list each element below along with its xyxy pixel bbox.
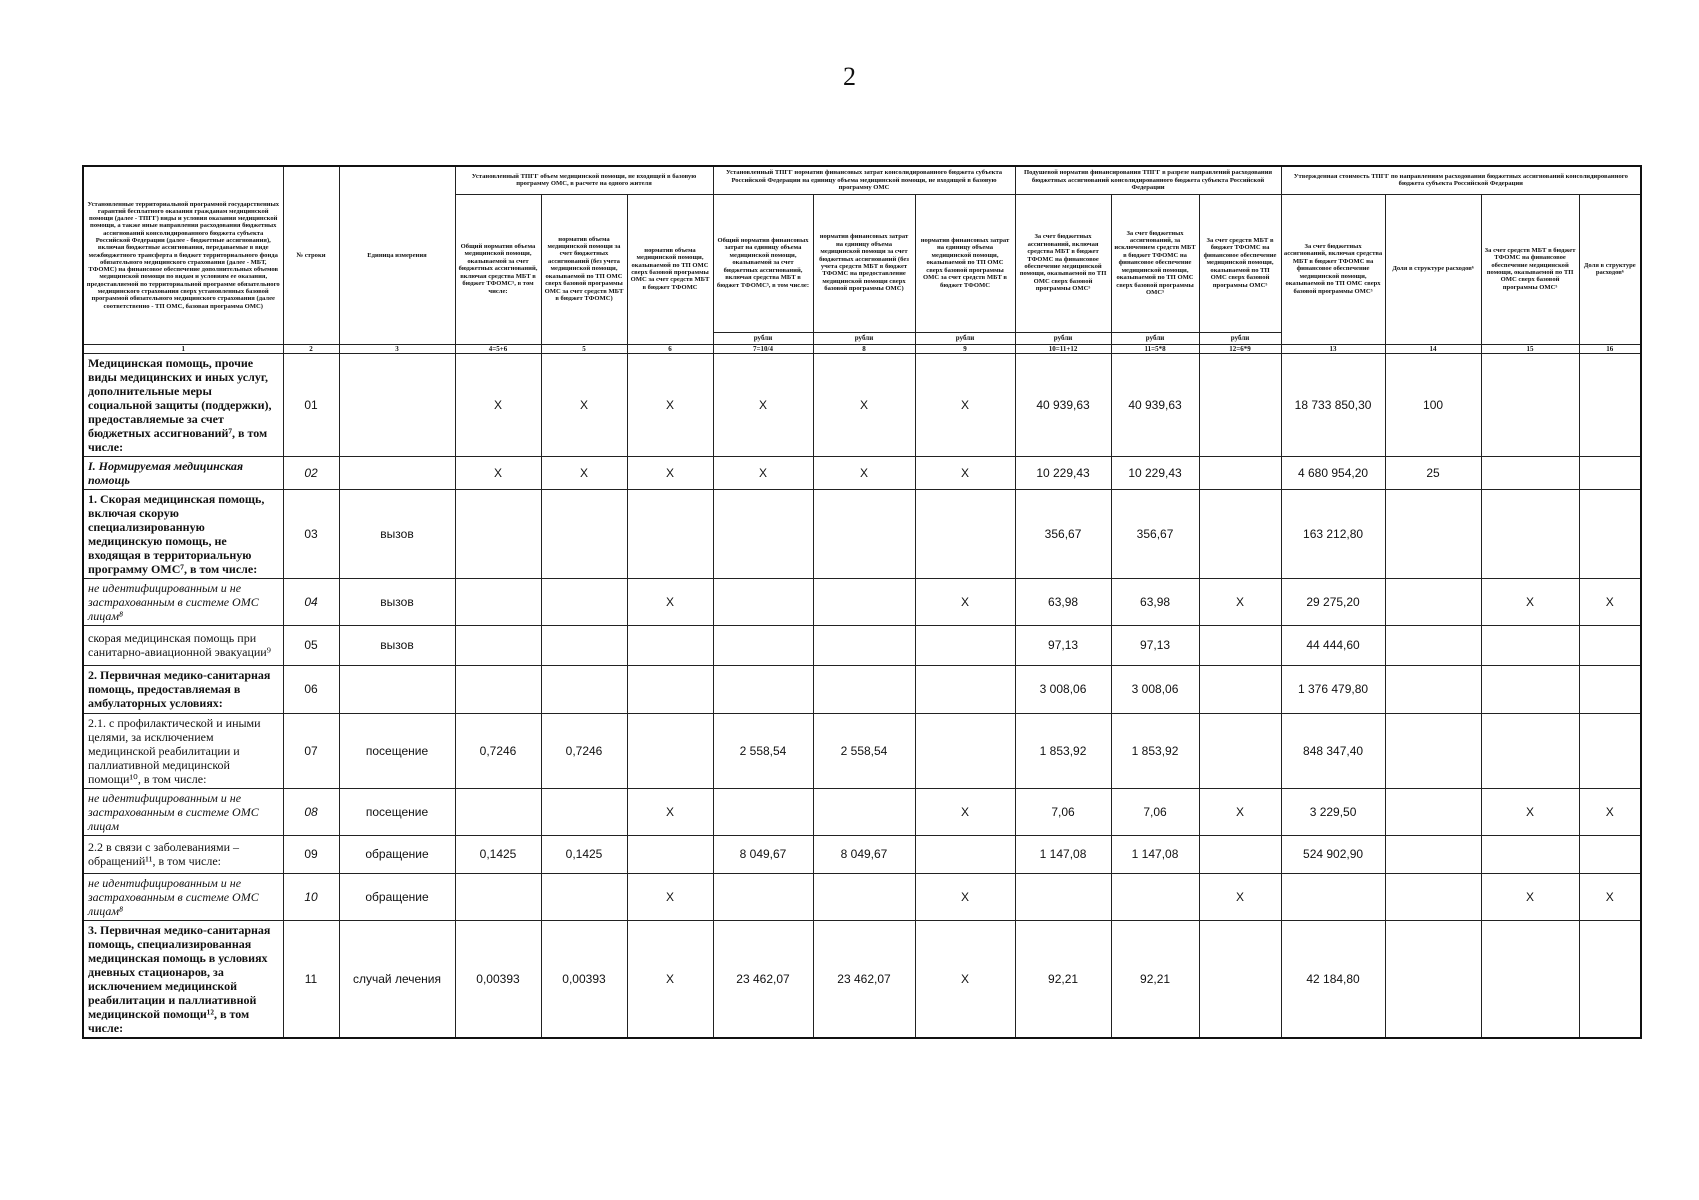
header-col-11: За счет бюджетных ассигнований, за исключением средств МБТ в бюджет ТФОМС на финансовое обеспечение медицинской помощи, оказываемой по ТП ОМС сверх базовой программы ОМС⁵ xyxy=(1111,194,1199,332)
cell-c15: X xyxy=(1481,788,1579,835)
row-number: 01 xyxy=(283,353,339,456)
cell-c7 xyxy=(713,578,813,625)
row-name: не идентифицированным и не застрахованным в системе ОМС лицам⁸ xyxy=(83,873,283,920)
cell-c6 xyxy=(627,835,713,873)
cell-c11 xyxy=(1111,873,1199,920)
cell-c12 xyxy=(1199,835,1281,873)
header-col-14: Доля в структуре расходов⁶ xyxy=(1385,194,1481,344)
column-number-6: 6 xyxy=(627,344,713,353)
cell-c15 xyxy=(1481,713,1579,788)
column-number-4: 4=5+6 xyxy=(455,344,541,353)
cell-c6: X xyxy=(627,578,713,625)
cell-c7 xyxy=(713,625,813,665)
row-number: 04 xyxy=(283,578,339,625)
cell-c9 xyxy=(915,489,1015,578)
cell-c8 xyxy=(813,625,915,665)
cell-c16 xyxy=(1579,625,1641,665)
header-group-financing: Подушевой норматив финансирования ТПГГ в разрезе направлений расходования бюджетных ассигнований консолидированного бюджета субъекта Российской Федерации xyxy=(1015,166,1281,194)
cell-c15 xyxy=(1481,920,1579,1038)
header-col-5: норматив объема медицинской помощи за счет бюджетных ассигнований (без учета медицинской помощи, оказываемой по ТП ОМС сверх базовой программы ОМС за счет средств МБТ в бюджет ТФОМС) xyxy=(541,194,627,344)
cell-c4: X xyxy=(455,353,541,456)
column-number-row xyxy=(83,344,1641,353)
cell-c6 xyxy=(627,625,713,665)
column-number-10: 10=11+12 xyxy=(1015,344,1111,353)
cell-c10: 1 853,92 xyxy=(1015,713,1111,788)
table-row xyxy=(83,456,1641,489)
cell-c14 xyxy=(1385,920,1481,1038)
cell-c9: X xyxy=(915,788,1015,835)
cell-c16 xyxy=(1579,920,1641,1038)
column-number-7: 7=10/4 xyxy=(713,344,813,353)
column-number-16: 16 xyxy=(1579,344,1641,353)
cell-c6: X xyxy=(627,353,713,456)
header-group-cost: Установленный ТПГГ норматив финансовых затрат консолидированного бюджета субъекта Российской Федерации на единицу объема медицинской помощи, не входящей в базовую программу ОМС xyxy=(713,166,1015,194)
cell-c10: 3 008,06 xyxy=(1015,665,1111,713)
cell-c13: 163 212,80 xyxy=(1281,489,1385,578)
column-number-2: 2 xyxy=(283,344,339,353)
row-unit xyxy=(339,456,455,489)
cell-c5 xyxy=(541,625,627,665)
row-unit: посещение xyxy=(339,713,455,788)
cell-c9 xyxy=(915,665,1015,713)
row-unit: случай лечения xyxy=(339,920,455,1038)
cell-c14 xyxy=(1385,489,1481,578)
row-unit: посещение xyxy=(339,788,455,835)
row-name: не идентифицированным и не застрахованным в системе ОМС лицам xyxy=(83,788,283,835)
cell-c10: 92,21 xyxy=(1015,920,1111,1038)
cell-c12 xyxy=(1199,920,1281,1038)
cell-c9: X xyxy=(915,920,1015,1038)
cell-c5: X xyxy=(541,456,627,489)
row-number: 11 xyxy=(283,920,339,1038)
cell-c12 xyxy=(1199,625,1281,665)
header-group-approved: Утвержденная стоимость ТПГГ по направлениям расходования бюджетных ассигнований консолидированного бюджета субъекта Российской Федерации xyxy=(1281,166,1641,194)
row-unit: вызов xyxy=(339,625,455,665)
unit-col-10: рубли xyxy=(1015,332,1111,344)
cell-c14 xyxy=(1385,835,1481,873)
cell-c11: 63,98 xyxy=(1111,578,1199,625)
table-row xyxy=(83,665,1641,713)
row-name: 2. Первичная медико-санитарная помощь, предоставляемая в амбулаторных условиях: xyxy=(83,665,283,713)
cell-c10: 63,98 xyxy=(1015,578,1111,625)
cell-c12 xyxy=(1199,489,1281,578)
table-row xyxy=(83,920,1641,1038)
row-number: 05 xyxy=(283,625,339,665)
row-number: 08 xyxy=(283,788,339,835)
cell-c9: X xyxy=(915,353,1015,456)
cell-c5: 0,1425 xyxy=(541,835,627,873)
table-row xyxy=(83,835,1641,873)
cell-c8 xyxy=(813,489,915,578)
row-name: Медицинская помощь, прочие виды медицинских и иных услуг, дополнительные меры социальной защиты (поддержки), предоставляемые за счет бюджетных ассигнований⁷, в том числе: xyxy=(83,353,283,456)
cell-c13: 1 376 479,80 xyxy=(1281,665,1385,713)
cell-c15 xyxy=(1481,489,1579,578)
row-unit: вызов xyxy=(339,489,455,578)
cell-c16: X xyxy=(1579,873,1641,920)
row-unit: вызов xyxy=(339,578,455,625)
cell-c6: X xyxy=(627,788,713,835)
cell-c7 xyxy=(713,665,813,713)
cell-c9 xyxy=(915,835,1015,873)
row-unit: обращение xyxy=(339,873,455,920)
cell-c13: 42 184,80 xyxy=(1281,920,1385,1038)
cell-c8: 8 049,67 xyxy=(813,835,915,873)
cell-c15 xyxy=(1481,625,1579,665)
header-col-16: Доля в структуре расходов⁶ xyxy=(1579,194,1641,344)
cell-c15 xyxy=(1481,353,1579,456)
cell-c4 xyxy=(455,578,541,625)
cell-c14 xyxy=(1385,713,1481,788)
row-name: 2.2 в связи с заболеваниями – обращений¹¹, в том числе: xyxy=(83,835,283,873)
header-col-12: За счет средств МБТ в бюджет ТФОМС на финансовое обеспечение медицинской помощи, оказываемой по ТП ОМС сверх базовой программы ОМС⁵ xyxy=(1199,194,1281,332)
table-row xyxy=(83,713,1641,788)
cell-c11: 1 147,08 xyxy=(1111,835,1199,873)
cell-c7: X xyxy=(713,456,813,489)
cell-c5: 0,7246 xyxy=(541,713,627,788)
table-row xyxy=(83,625,1641,665)
cell-c16: X xyxy=(1579,578,1641,625)
header-col-3: Единица измерения xyxy=(339,166,455,344)
cell-c13: 4 680 954,20 xyxy=(1281,456,1385,489)
page-number: 2 xyxy=(843,62,856,91)
row-name: скорая медицинская помощь при санитарно-авиационной эвакуации⁹ xyxy=(83,625,283,665)
row-name: 3. Первичная медико-санитарная помощь, специализированная медицинская помощь в условиях дневных стационаров, за исключением медицинской реабилитации и паллиативной медицинской помощи¹², в том числе: xyxy=(83,920,283,1038)
cell-c13: 29 275,20 xyxy=(1281,578,1385,625)
cell-c8 xyxy=(813,788,915,835)
cell-c14 xyxy=(1385,665,1481,713)
table-row xyxy=(83,578,1641,625)
table-row xyxy=(83,788,1641,835)
cell-c14: 25 xyxy=(1385,456,1481,489)
cell-c11: 40 939,63 xyxy=(1111,353,1199,456)
column-number-15: 15 xyxy=(1481,344,1579,353)
cell-c8: 23 462,07 xyxy=(813,920,915,1038)
cell-c9: X xyxy=(915,456,1015,489)
cell-c15: X xyxy=(1481,873,1579,920)
cell-c16 xyxy=(1579,713,1641,788)
row-number: 09 xyxy=(283,835,339,873)
cell-c13: 524 902,90 xyxy=(1281,835,1385,873)
cell-c10 xyxy=(1015,873,1111,920)
cell-c6: X xyxy=(627,873,713,920)
cell-c7: 8 049,67 xyxy=(713,835,813,873)
cell-c9: X xyxy=(915,578,1015,625)
cell-c8 xyxy=(813,665,915,713)
cell-c6: X xyxy=(627,920,713,1038)
cell-c9: X xyxy=(915,873,1015,920)
cell-c8: X xyxy=(813,353,915,456)
cell-c5 xyxy=(541,873,627,920)
cell-c4 xyxy=(455,665,541,713)
unit-col-11: рубли xyxy=(1111,332,1199,344)
cell-c12 xyxy=(1199,456,1281,489)
cell-c15: X xyxy=(1481,578,1579,625)
header-col-2: № строки xyxy=(283,166,339,344)
cell-c14 xyxy=(1385,625,1481,665)
cell-c11: 3 008,06 xyxy=(1111,665,1199,713)
row-name: не идентифицированным и не застрахованным в системе ОМС лицам⁸ xyxy=(83,578,283,625)
cell-c14 xyxy=(1385,788,1481,835)
row-number: 07 xyxy=(283,713,339,788)
cell-c5: 0,00393 xyxy=(541,920,627,1038)
cell-c11: 1 853,92 xyxy=(1111,713,1199,788)
cell-c16: X xyxy=(1579,788,1641,835)
row-name: 1. Скорая медицинская помощь, включая скорую специализированную медицинскую помощь, не входящая в территориальную программу ОМС⁷, в том числе: xyxy=(83,489,283,578)
unit-col-9: рубли xyxy=(915,332,1015,344)
cell-c13: 3 229,50 xyxy=(1281,788,1385,835)
cell-c5 xyxy=(541,578,627,625)
cell-c10: 7,06 xyxy=(1015,788,1111,835)
unit-col-8: рубли xyxy=(813,332,915,344)
header-col-6: норматив объема медицинской помощи, оказываемой по ТП ОМС сверх базовой программы ОМС за счет средств МБТ в бюджет ТФОМС xyxy=(627,194,713,344)
cell-c4 xyxy=(455,788,541,835)
cell-c4 xyxy=(455,873,541,920)
header-col-8: норматив финансовых затрат на единицу объема медицинской помощи за счет бюджетных ассигнований (без учета средств МБТ в бюджет ТФОМС на предоставление медицинской помощи сверх базовой программы ОМС) xyxy=(813,194,915,332)
cell-c8 xyxy=(813,873,915,920)
cell-c11: 7,06 xyxy=(1111,788,1199,835)
cell-c7: X xyxy=(713,353,813,456)
cell-c4: 0,00393 xyxy=(455,920,541,1038)
unit-col-7: рубли xyxy=(713,332,813,344)
column-number-9: 9 xyxy=(915,344,1015,353)
cell-c11: 92,21 xyxy=(1111,920,1199,1038)
cell-c10: 97,13 xyxy=(1015,625,1111,665)
column-number-12: 12=6*9 xyxy=(1199,344,1281,353)
cell-c12: X xyxy=(1199,873,1281,920)
column-number-8: 8 xyxy=(813,344,915,353)
header-col-4: Общий норматив объема медицинской помощи, оказываемой за счет бюджетных ассигнований, включая средства МБТ в бюджет ТФОМС⁵, в том числе: xyxy=(455,194,541,344)
column-number-14: 14 xyxy=(1385,344,1481,353)
cell-c13: 848 347,40 xyxy=(1281,713,1385,788)
cell-c8: 2 558,54 xyxy=(813,713,915,788)
cell-c12: X xyxy=(1199,578,1281,625)
header-col-10: За счет бюджетных ассигнований, включая средства МБТ в бюджет ТФОМС на финансовое обеспечение медицинской помощи, оказываемой по ТП ОМС сверх базовой программы ОМС⁵ xyxy=(1015,194,1111,332)
column-number-1: 1 xyxy=(83,344,283,353)
cell-c10: 10 229,43 xyxy=(1015,456,1111,489)
cell-c12 xyxy=(1199,665,1281,713)
cell-c5 xyxy=(541,788,627,835)
cell-c11: 97,13 xyxy=(1111,625,1199,665)
row-name: I. Нормируемая медицинская помощь xyxy=(83,456,283,489)
cell-c15 xyxy=(1481,665,1579,713)
cell-c11: 10 229,43 xyxy=(1111,456,1199,489)
unit-col-12: рубли xyxy=(1199,332,1281,344)
cell-c6 xyxy=(627,489,713,578)
cell-c14: 100 xyxy=(1385,353,1481,456)
table-row xyxy=(83,873,1641,920)
cell-c14 xyxy=(1385,578,1481,625)
cell-c10: 1 147,08 xyxy=(1015,835,1111,873)
cell-c8 xyxy=(813,578,915,625)
row-number: 06 xyxy=(283,665,339,713)
medical-care-table xyxy=(82,165,1642,1039)
row-number: 10 xyxy=(283,873,339,920)
row-unit xyxy=(339,353,455,456)
cell-c4: 0,7246 xyxy=(455,713,541,788)
header-col-1: Установленные территориальной программой государственных гарантий бесплатного оказания гражданам медицинской помощи (далее - ТПГГ) виды и условия оказания медицинской помощи, а также иные направления расходования бюджетных ассигнований консолидированного бюджета субъекта Российской Федерации (далее - бюджетные ассигнования), включая бюджетные ассигнования, передаваемые в виде межбюджетного трансферта в бюджет территориального фонда обязательного медицинского страхования (далее - МБТ, ТФОМС) на финансовое обеспечение дополнительных объемов медицинской помощи по видам и условиям ее оказания, предоставляемой по территориальной программе обязательного медицинского страхования сверх установленных базовой программой обязательного медицинского страхования (далее соответственно - ТП ОМС, базовая программа ОМС) xyxy=(83,166,283,344)
row-unit: обращение xyxy=(339,835,455,873)
cell-c10: 40 939,63 xyxy=(1015,353,1111,456)
header-col-7: Общий норматив финансовых затрат на единицу объема медицинской помощи, оказываемой за счет бюджетных ассигнований, включая средства МБТ в бюджет ТФОМС⁵, в том числе: xyxy=(713,194,813,332)
cell-c5 xyxy=(541,489,627,578)
cell-c15 xyxy=(1481,835,1579,873)
cell-c10: 356,67 xyxy=(1015,489,1111,578)
cell-c11: 356,67 xyxy=(1111,489,1199,578)
cell-c6 xyxy=(627,713,713,788)
table-row xyxy=(83,353,1641,456)
cell-c16 xyxy=(1579,835,1641,873)
header-group-volume: Установленный ТПГГ объем медицинской помощи, не входящей в базовую программу ОМС, в расчете на одного жителя xyxy=(455,166,713,194)
row-name: 2.1. с профилактической и иными целями, за исключением медицинской реабилитации и паллиативной медицинской помощи¹⁰, в том числе: xyxy=(83,713,283,788)
cell-c7: 2 558,54 xyxy=(713,713,813,788)
cell-c4 xyxy=(455,625,541,665)
row-unit xyxy=(339,665,455,713)
column-number-11: 11=5*8 xyxy=(1111,344,1199,353)
cell-c4: X xyxy=(455,456,541,489)
cell-c9 xyxy=(915,713,1015,788)
header-col-13: За счет бюджетных ассигнований, включая средства МБТ в бюджет ТФОМС на финансовое обеспечение медицинской помощи, оказываемой по ТП ОМС сверх базовой программы ОМС⁵ xyxy=(1281,194,1385,344)
cell-c7 xyxy=(713,489,813,578)
cell-c12: X xyxy=(1199,788,1281,835)
table-row xyxy=(83,489,1641,578)
cell-c13: 18 733 850,30 xyxy=(1281,353,1385,456)
header-col-9: норматив финансовых затрат на единицу объема медицинской помощи, оказываемой по ТП ОМС сверх базовой программы ОМС за счет средств МБТ в бюджет ТФОМС xyxy=(915,194,1015,332)
cell-c16 xyxy=(1579,489,1641,578)
cell-c16 xyxy=(1579,456,1641,489)
cell-c13: 44 444,60 xyxy=(1281,625,1385,665)
cell-c4: 0,1425 xyxy=(455,835,541,873)
cell-c12 xyxy=(1199,713,1281,788)
row-number: 02 xyxy=(283,456,339,489)
cell-c5 xyxy=(541,665,627,713)
cell-c9 xyxy=(915,625,1015,665)
cell-c12 xyxy=(1199,353,1281,456)
cell-c7 xyxy=(713,873,813,920)
cell-c6: X xyxy=(627,456,713,489)
cell-c8: X xyxy=(813,456,915,489)
cell-c6 xyxy=(627,665,713,713)
cell-c15 xyxy=(1481,456,1579,489)
cell-c5: X xyxy=(541,353,627,456)
header-col-15: За счет средств МБТ в бюджет ТФОМС на финансовое обеспечение медицинской помощи, оказываемой по ТП ОМС сверх базовой программы ОМС⁵ xyxy=(1481,194,1579,344)
cell-c7: 23 462,07 xyxy=(713,920,813,1038)
cell-c4 xyxy=(455,489,541,578)
cell-c14 xyxy=(1385,873,1481,920)
cell-c16 xyxy=(1579,353,1641,456)
column-number-5: 5 xyxy=(541,344,627,353)
cell-c13 xyxy=(1281,873,1385,920)
column-number-13: 13 xyxy=(1281,344,1385,353)
row-number: 03 xyxy=(283,489,339,578)
cell-c16 xyxy=(1579,665,1641,713)
column-number-3: 3 xyxy=(339,344,455,353)
cell-c7 xyxy=(713,788,813,835)
